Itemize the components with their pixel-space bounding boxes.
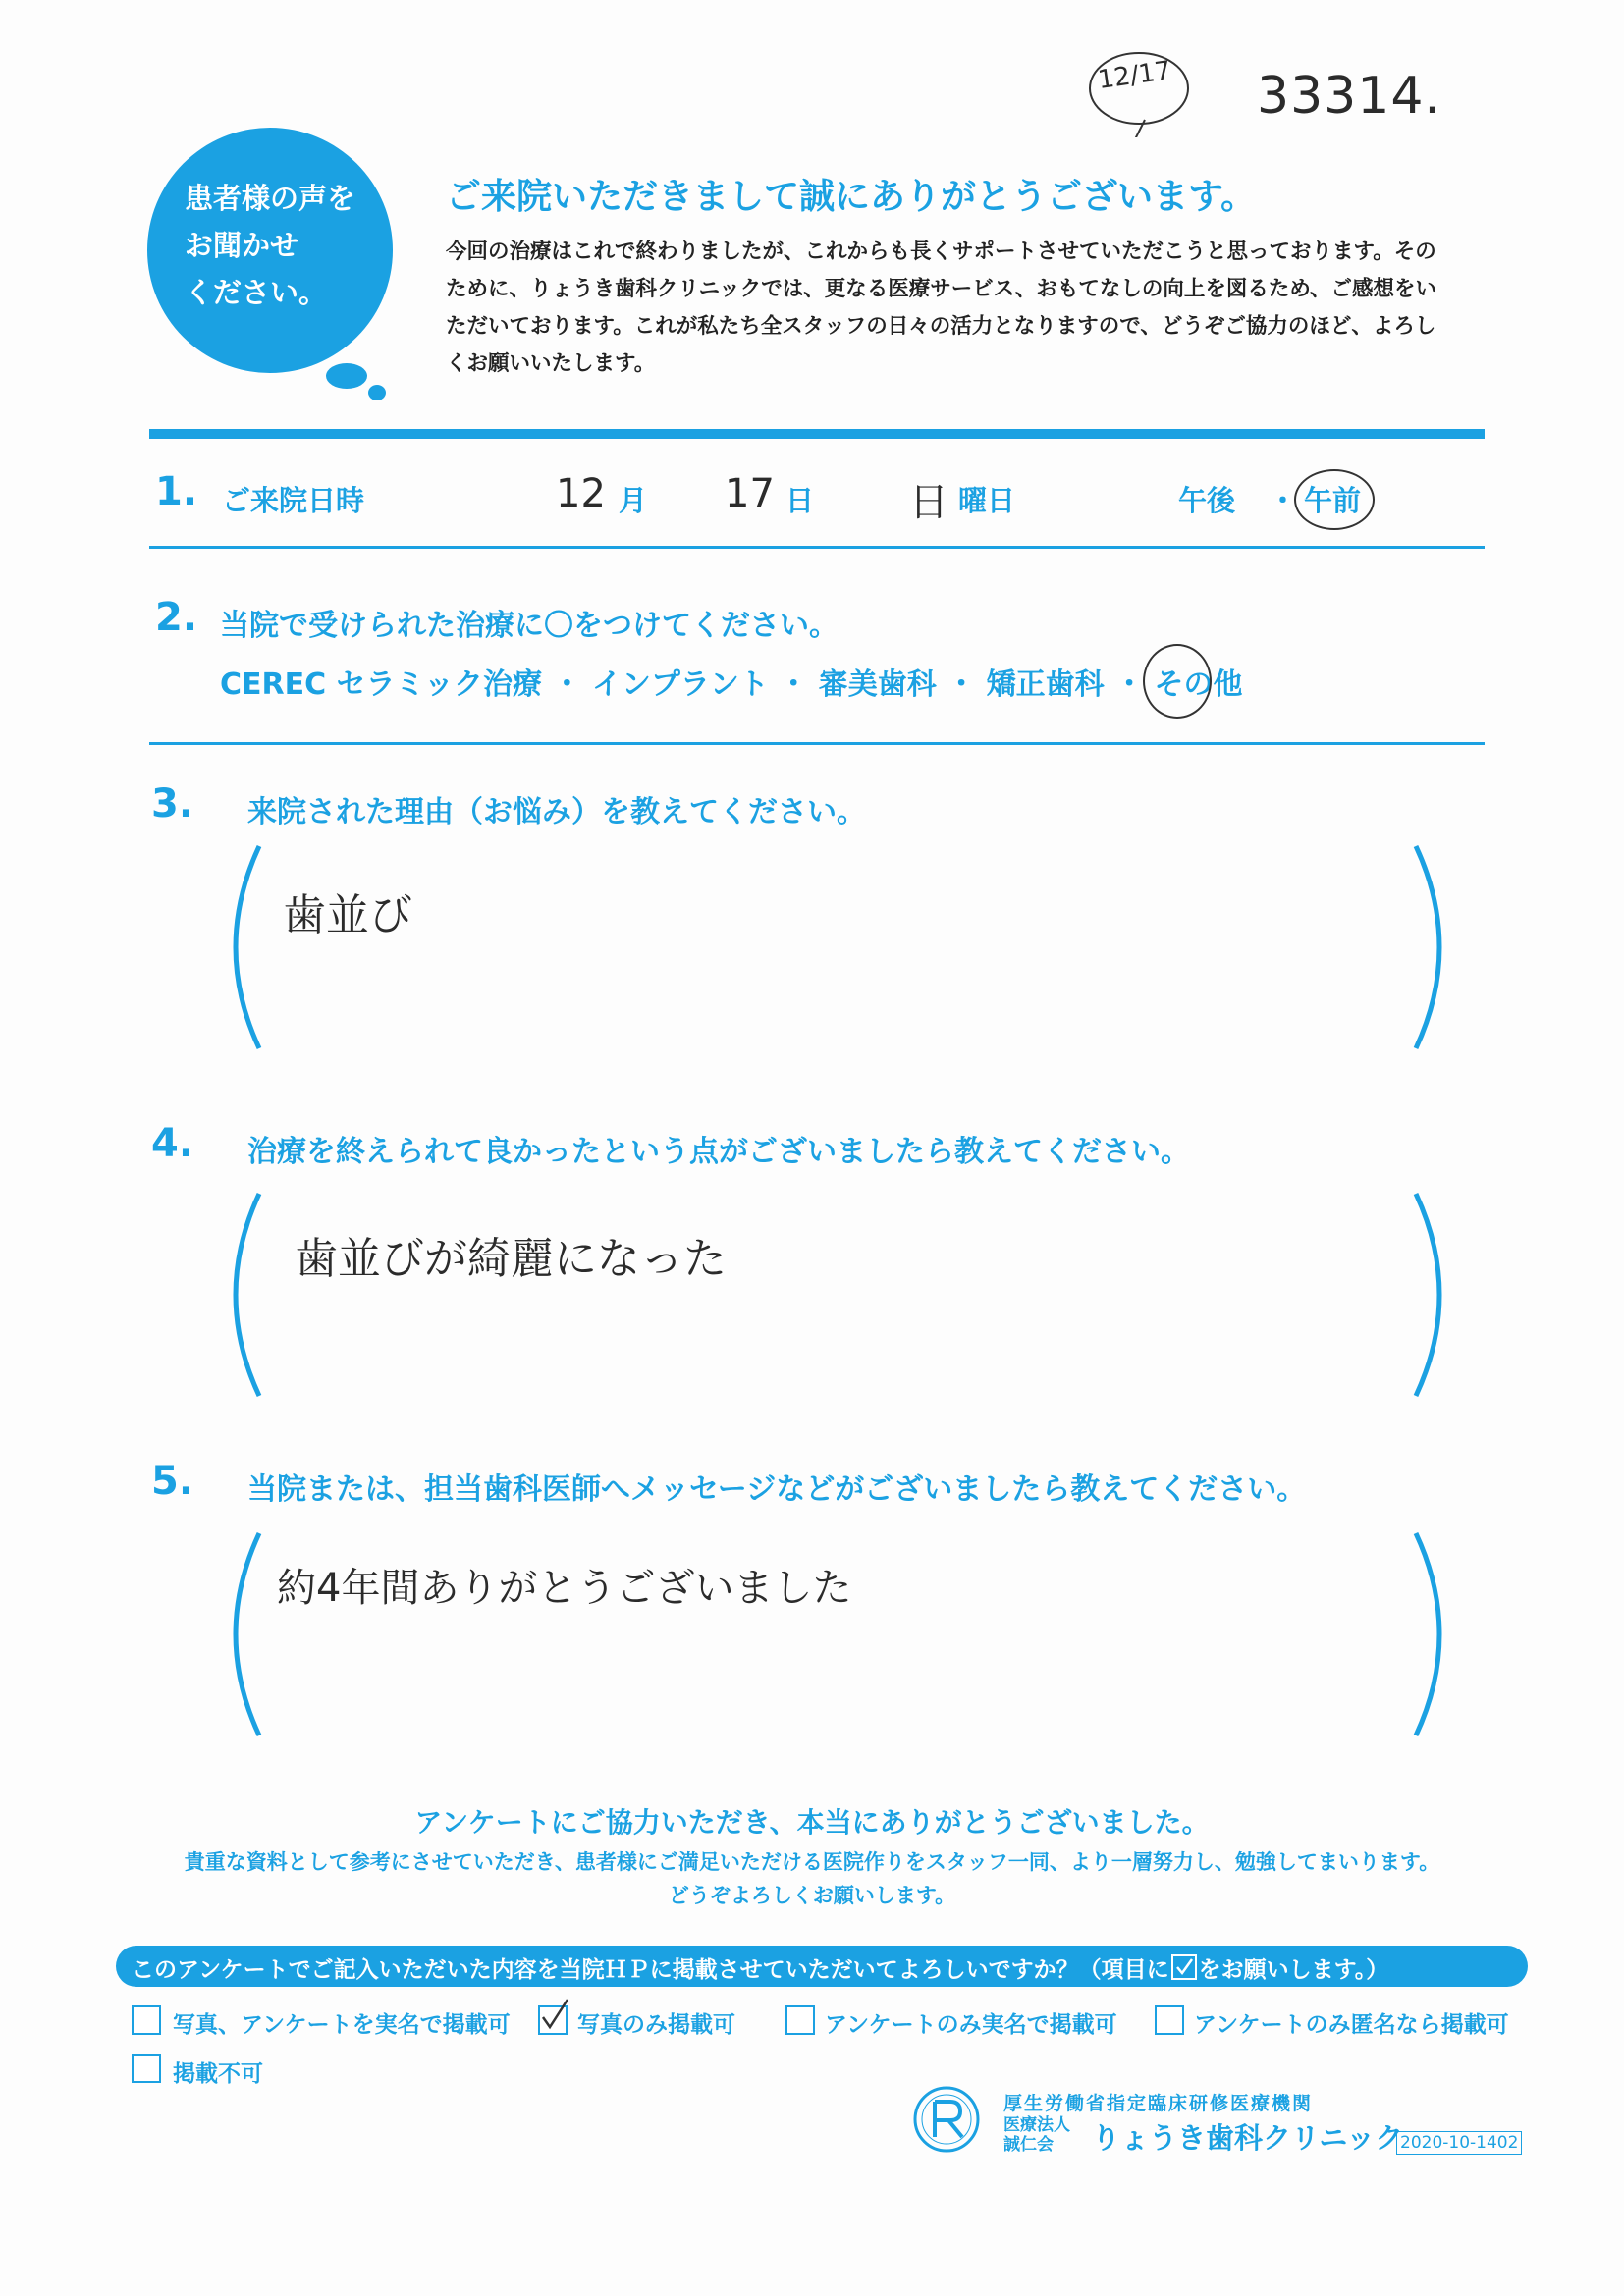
q5-question: 当院または、担当歯科医師へメッセージなどがございましたら教えてください。 (247, 1472, 1307, 1507)
bubble-line: ください。 (185, 276, 328, 309)
q4-answer: 歯並びが綺麗になった (295, 1234, 727, 1284)
clinic-logo-icon (913, 2086, 980, 2153)
q3-question: 来院された理由（お悩み）を教えてください。 (247, 795, 866, 829)
handwritten-date: 12/17 (1096, 55, 1173, 96)
right-bracket (1408, 1190, 1457, 1400)
q3-number: 3. (151, 781, 194, 827)
option-label: 写真、アンケートを実名で掲載可 (173, 2012, 511, 2038)
check-mark-icon (538, 1998, 571, 2031)
closing-line: どうぞよろしくお願いします。 (668, 1884, 956, 1907)
left-bracket (218, 1529, 267, 1739)
handwritten-number: 33314. (1257, 67, 1441, 126)
footer-form-code: 2020-10-1402 (1396, 2131, 1522, 2155)
q1-separator: ・ (1269, 484, 1298, 517)
closing-line: 貴重な資料として参考にさせていただき、患者様にご満足いただける医院作りをスタッフ一同、より一層努力し、勉強してまいります。 (184, 1850, 1440, 1874)
intro-title: ご来院いただきまして誠にありがとうございます。 (446, 177, 1257, 217)
bubble-line: お聞かせ (185, 229, 299, 262)
q4-question: 治療を終えられて良かったという点がございましたら教えてください。 (247, 1135, 1190, 1169)
closing-body (98, 1845, 1526, 1912)
checkbox-survey-real-name[interactable] (785, 2005, 815, 2035)
option-label: 掲載不可 (173, 2061, 263, 2087)
corp-line: 誠仁会 (1003, 2135, 1054, 2155)
divider (149, 742, 1485, 745)
right-bracket (1408, 842, 1457, 1052)
checkbox-photo-survey-real-name[interactable] (132, 2005, 161, 2035)
top-divider (149, 429, 1485, 439)
am-selection-circle (1294, 469, 1375, 530)
q5-answer: 約4年間ありがとうございました (277, 1566, 852, 1611)
q1-day-value: 17 (725, 471, 775, 516)
divider (149, 546, 1485, 549)
footer-clinic-name: りょうき歯科クリニック (1092, 2121, 1404, 2155)
bubble-text (185, 175, 391, 316)
right-bracket (1408, 1529, 1457, 1739)
option-label: アンケートのみ実名で掲載可 (825, 2012, 1117, 2038)
q2-question: 当院で受けられた治療に〇をつけてください。 (220, 609, 839, 643)
option-label: 写真のみ掲載可 (577, 2012, 735, 2038)
q1-label: ご来院日時 (222, 484, 365, 517)
closing-title: アンケートにご協力いただき、本当にありがとうございました。 (414, 1806, 1210, 1839)
q5-number: 5. (151, 1459, 194, 1504)
corp-line: 医療法人 (1003, 2115, 1070, 2135)
q4-number: 4. (151, 1121, 194, 1166)
left-bracket (218, 1190, 267, 1400)
q1-number: 1. (155, 469, 198, 514)
checkbox-icon (1171, 1954, 1197, 1980)
footer-designation: 厚生労働省指定臨床研修医療機関 (1003, 2093, 1314, 2114)
q1-am-option[interactable]: 午前 (1304, 484, 1362, 517)
q1-month-unit: 月 (619, 484, 648, 517)
checkbox-no-publication[interactable] (132, 2054, 161, 2083)
ortho-selection-circle (1143, 644, 1212, 719)
q1-pm-option[interactable]: 午後 (1178, 484, 1236, 517)
q3-answer: 歯並び (283, 890, 412, 940)
q1-month-value: 12 (556, 471, 606, 516)
footer-corporation (1003, 2115, 1070, 2155)
bubble-tail-dot (326, 363, 367, 389)
q1-weekday-unit: 曜日 (958, 484, 1016, 517)
permission-question-start: このアンケートでご記入いただいた内容を当院ＨＰに掲載させていただいてよろしいですか？（項目に (132, 1957, 1169, 1983)
q1-weekday-value: 日 (909, 480, 948, 525)
intro-body: 今回の治療はこれで終わりましたが、これからも長くサポートさせていただこうと思っております。そのために、りょうき歯科クリニックでは、更なる医療サービス、おもてなしの向上を図るため、ご感想をいただいております。これが私たち全スタッフの日々の活力となりますので、どうぞご協力のほど、よろしくお願いいたします。 (446, 240, 1437, 376)
permission-question (132, 1951, 1388, 1984)
bubble-tail-dot (368, 385, 386, 400)
option-label: アンケートのみ匿名なら掲載可 (1194, 2012, 1509, 2038)
checkbox-survey-anonymous[interactable] (1155, 2005, 1184, 2035)
permission-question-end: をお願いします。） (1198, 1957, 1389, 1983)
q2-options[interactable]: CEREC セラミック治療 ・ インプラント ・ 審美歯科 ・ 矯正歯科 ・ その他 (220, 667, 1243, 702)
bubble-line: 患者様の声を (185, 182, 356, 215)
q1-day-unit: 日 (785, 484, 815, 517)
checkbox-photo-only[interactable] (538, 2005, 568, 2035)
q2-number: 2. (155, 595, 198, 640)
left-bracket (218, 842, 267, 1052)
